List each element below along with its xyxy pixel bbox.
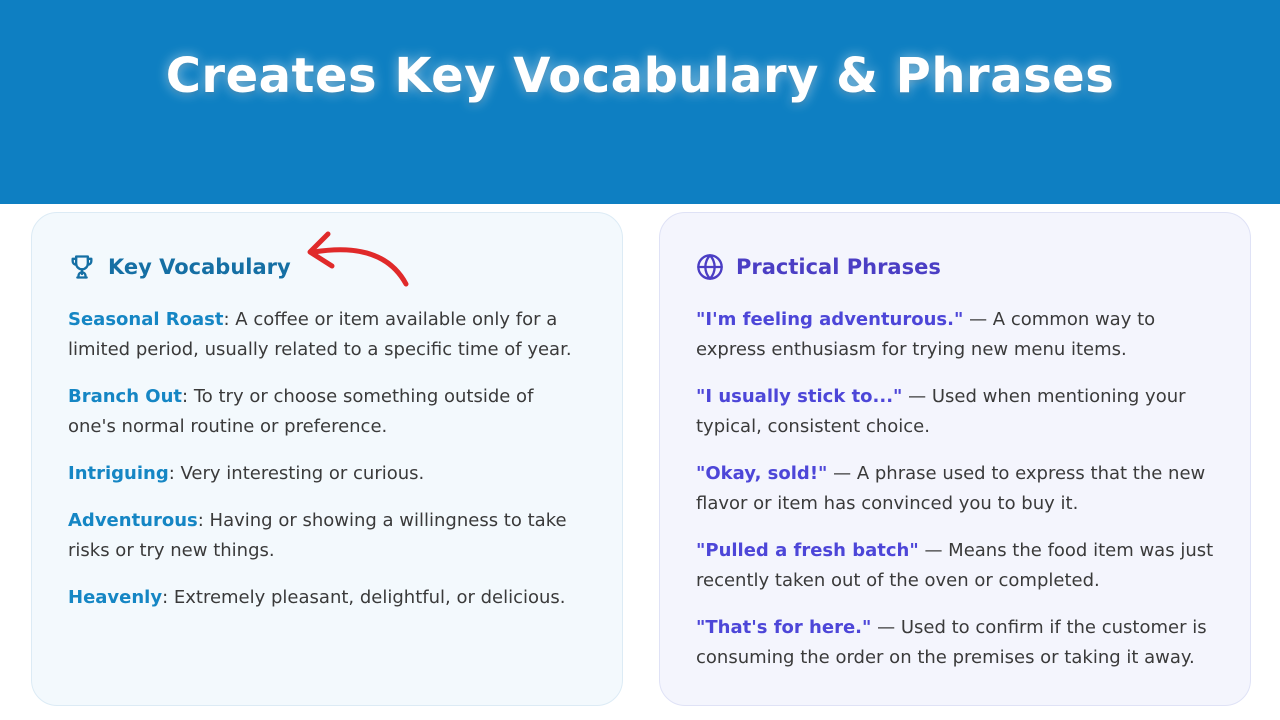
vocab-term: Branch Out	[68, 386, 183, 407]
phrase-meaning: — Used to confirm if the customer is consuming the order on the premises or taking it away.	[696, 617, 1207, 668]
vocab-definition: : Very interesting or curious.	[168, 463, 425, 484]
vocab-definition: : Extremely pleasant, delightful, or delicious.	[162, 587, 566, 608]
vocab-definition: : A coffee or item available only for a limited period, usually related to a specific time of year.	[68, 309, 572, 360]
phrase-meaning: — Means the food item was just recently taken out of the oven or completed.	[696, 540, 1214, 591]
phrase-entry	[696, 305, 1214, 365]
vocab-entry	[68, 583, 586, 613]
red-arrow-icon	[300, 222, 420, 294]
vocab-definition: : Having or showing a willingness to take risks or try new things.	[68, 510, 567, 561]
phrase-entry	[696, 613, 1214, 673]
vocab-term: Seasonal Roast	[68, 309, 224, 330]
globe-icon	[696, 253, 724, 281]
page-title: Creates Key Vocabulary & Phrases	[165, 48, 1115, 104]
phrase-entry	[696, 459, 1214, 519]
phrases-card	[659, 212, 1251, 706]
trophy-icon	[68, 253, 96, 281]
phrase-entry	[696, 382, 1214, 442]
phrases-header	[696, 247, 1214, 287]
phrases-title: Practical Phrases	[736, 255, 941, 279]
phrase-meaning: — A common way to express enthusiasm for trying new menu items.	[696, 309, 1156, 360]
vocab-entry	[68, 305, 586, 365]
vocab-term: Heavenly	[68, 587, 163, 608]
phrase-meaning: — A phrase used to express that the new flavor or item has convinced you to buy it.	[696, 463, 1206, 514]
title-banner	[0, 0, 1280, 204]
phrase-entry	[696, 536, 1214, 596]
phrase-meaning: — Used when mentioning your typical, consistent choice.	[696, 386, 1186, 437]
vocab-term: Intriguing	[68, 463, 169, 484]
vocab-entry	[68, 459, 586, 489]
vocab-term: Adventurous	[68, 510, 198, 531]
vocabulary-title: Key Vocabulary	[108, 255, 291, 279]
phrase-text: "That's for here."	[696, 617, 872, 638]
vocab-entry	[68, 506, 586, 566]
phrase-text: "I'm feeling adventurous."	[696, 309, 964, 330]
phrase-text: "I usually stick to..."	[696, 386, 903, 407]
phrase-text: "Okay, sold!"	[696, 463, 828, 484]
vocab-definition: : To try or choose something outside of one's normal routine or preference.	[68, 386, 534, 437]
vocab-entry	[68, 382, 586, 442]
phrase-text: "Pulled a fresh batch"	[696, 540, 919, 561]
